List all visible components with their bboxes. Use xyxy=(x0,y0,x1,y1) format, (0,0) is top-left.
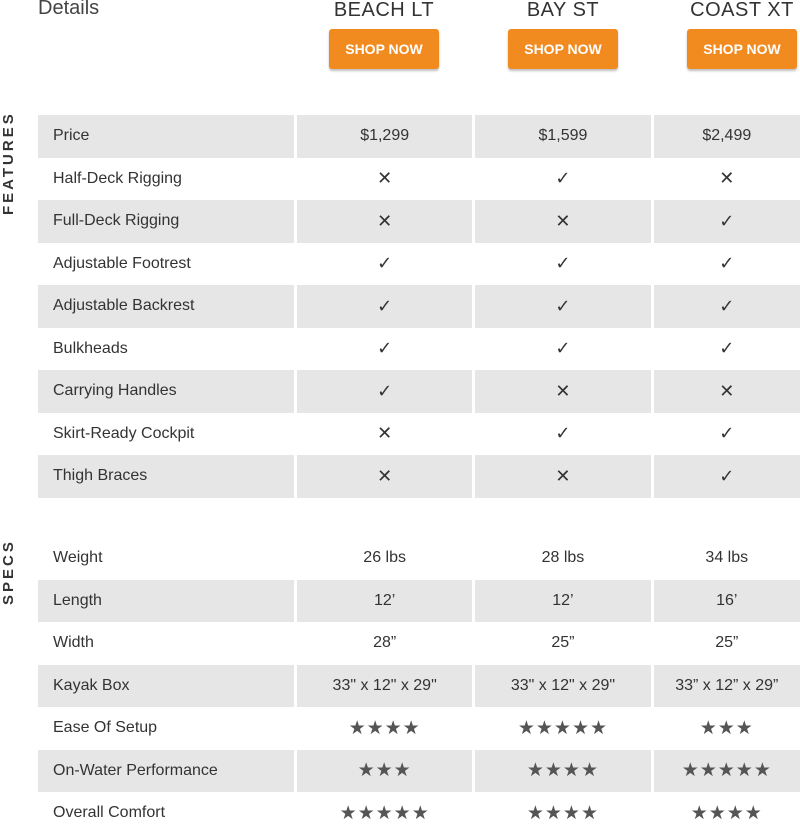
table-row xyxy=(38,750,800,793)
check-icon: ✓ xyxy=(719,423,735,444)
row-label: Ease Of Setup xyxy=(53,719,158,737)
table-cell xyxy=(654,370,800,413)
row-label: Half-Deck Rigging xyxy=(53,169,182,187)
table-cell xyxy=(654,158,800,201)
cross-icon: ✕ xyxy=(555,380,571,401)
row-label: Length xyxy=(38,580,294,623)
cell-value: 34 lbs xyxy=(705,549,749,567)
table-cell xyxy=(475,665,650,708)
table-cell xyxy=(654,115,800,158)
table-row xyxy=(38,707,800,750)
table-cell xyxy=(654,455,800,498)
product-name: BEACH LT xyxy=(333,0,435,21)
table-cell xyxy=(475,200,650,243)
check-icon: ✓ xyxy=(555,338,571,359)
check-icon: ✓ xyxy=(719,465,735,486)
table-cell xyxy=(297,750,472,793)
table-row xyxy=(38,200,800,243)
cell-value: 28” xyxy=(373,634,397,652)
table-cell xyxy=(297,537,472,580)
specs-table xyxy=(38,537,800,835)
table-row xyxy=(38,370,800,413)
check-icon: ✓ xyxy=(377,295,393,316)
product-column-beach-lt xyxy=(294,0,474,69)
rating-stars: ★★★★★ xyxy=(681,760,772,782)
table-cell xyxy=(654,707,800,750)
shop-now-button-coast-xt[interactable]: SHOP NOW xyxy=(687,29,797,69)
table-cell xyxy=(297,455,472,498)
table-cell xyxy=(654,328,800,371)
row-label: Bulkheads xyxy=(53,339,128,357)
check-icon: ✓ xyxy=(377,338,393,359)
check-icon: ✓ xyxy=(377,253,393,274)
table-cell xyxy=(297,413,472,456)
table-cell xyxy=(475,158,650,201)
table-cell xyxy=(297,285,472,328)
table-cell xyxy=(297,580,472,623)
table-cell xyxy=(297,707,472,750)
rating-stars: ★★★★ xyxy=(526,802,599,824)
cell-value: 33” x 12” x 29” xyxy=(675,676,779,694)
product-name: BAY ST xyxy=(526,0,600,21)
cross-icon: ✕ xyxy=(719,380,735,401)
check-icon: ✓ xyxy=(719,210,735,231)
table-cell xyxy=(475,792,650,835)
table-cell xyxy=(475,328,650,371)
table-cell xyxy=(654,750,800,793)
row-label: Kayak Box xyxy=(38,665,294,708)
table-row xyxy=(38,580,800,623)
cross-icon: ✕ xyxy=(377,168,393,189)
cell-value: 12’ xyxy=(373,591,396,609)
table-cell xyxy=(654,580,800,623)
row-label: Width xyxy=(53,634,94,652)
shop-now-button-beach-lt[interactable]: SHOP NOW xyxy=(329,29,439,69)
cell-value: 33" x 12" x 29" xyxy=(332,676,437,694)
table-cell xyxy=(297,243,472,286)
check-icon: ✓ xyxy=(719,295,735,316)
row-label: On-Water Performance xyxy=(38,750,294,793)
rating-stars: ★★★ xyxy=(357,760,412,782)
cross-icon: ✕ xyxy=(555,210,571,231)
table-cell xyxy=(297,200,472,243)
details-heading: Details xyxy=(38,0,100,19)
check-icon: ✓ xyxy=(555,423,571,444)
row-label: Price xyxy=(38,115,294,158)
table-cell xyxy=(654,243,800,286)
table-row xyxy=(38,455,800,498)
cell-value: 25” xyxy=(715,634,739,652)
table-cell xyxy=(654,413,800,456)
cell-value: 33" x 12" x 29" xyxy=(510,676,616,694)
table-cell xyxy=(654,665,800,708)
row-label: Overall Comfort xyxy=(53,804,166,822)
row-label: Adjustable Backrest xyxy=(38,285,294,328)
table-cell xyxy=(654,622,800,665)
row-label: Skirt-Ready Cockpit xyxy=(53,424,195,442)
shop-now-button-bay-st[interactable]: SHOP NOW xyxy=(508,29,618,69)
check-icon: ✓ xyxy=(555,168,571,189)
features-table xyxy=(38,115,800,498)
check-icon: ✓ xyxy=(555,295,571,316)
table-cell xyxy=(475,537,650,580)
rating-stars: ★★★★★ xyxy=(517,717,609,739)
table-cell xyxy=(297,115,472,158)
product-column-coast-xt xyxy=(652,0,800,69)
table-row xyxy=(38,537,800,580)
rating-stars: ★★★ xyxy=(699,717,754,739)
cross-icon: ✕ xyxy=(377,210,393,231)
table-cell xyxy=(475,580,650,623)
row-label: Thigh Braces xyxy=(38,455,294,498)
rating-stars: ★★★★ xyxy=(526,760,599,782)
cell-value: $2,499 xyxy=(702,127,752,145)
row-label: Full-Deck Rigging xyxy=(38,200,294,243)
check-icon: ✓ xyxy=(555,253,571,274)
rating-stars: ★★★★ xyxy=(348,717,421,739)
row-label: Carrying Handles xyxy=(38,370,294,413)
table-cell xyxy=(475,285,650,328)
table-cell xyxy=(297,370,472,413)
cell-value: 25” xyxy=(551,634,575,652)
cell-value: $1,599 xyxy=(538,127,588,145)
cross-icon: ✕ xyxy=(555,465,571,486)
features-section-label: FEATURES xyxy=(0,111,17,215)
table-row xyxy=(38,665,800,708)
table-row xyxy=(38,792,800,835)
check-icon: ✓ xyxy=(719,253,735,274)
table-cell xyxy=(475,243,650,286)
table-cell xyxy=(475,370,650,413)
cell-value: 12’ xyxy=(552,591,574,609)
table-cell xyxy=(475,413,650,456)
table-row xyxy=(38,243,800,286)
product-name: COAST XT xyxy=(690,0,794,21)
table-cell xyxy=(297,665,472,708)
table-cell xyxy=(297,328,472,371)
cell-value: 16’ xyxy=(716,591,738,609)
row-label: Adjustable Footrest xyxy=(53,254,191,272)
comparison-header xyxy=(0,0,800,110)
table-cell xyxy=(475,115,650,158)
rating-stars: ★★★★ xyxy=(690,802,763,824)
table-row xyxy=(38,158,800,201)
table-cell xyxy=(475,622,650,665)
cell-value: 26 lbs xyxy=(363,549,406,567)
cross-icon: ✕ xyxy=(377,423,393,444)
check-icon: ✓ xyxy=(719,338,735,359)
table-cell xyxy=(475,455,650,498)
table-cell xyxy=(297,622,472,665)
table-cell xyxy=(654,200,800,243)
row-label: Weight xyxy=(53,549,103,567)
table-row xyxy=(38,115,800,158)
table-cell xyxy=(654,537,800,580)
table-cell xyxy=(654,792,800,835)
table-cell xyxy=(475,750,650,793)
cross-icon: ✕ xyxy=(719,168,735,189)
rating-stars: ★★★★★ xyxy=(339,802,430,824)
table-row xyxy=(38,413,800,456)
table-cell xyxy=(654,285,800,328)
table-cell xyxy=(475,707,650,750)
product-column-bay-st xyxy=(473,0,653,69)
table-row xyxy=(38,328,800,371)
table-row xyxy=(38,285,800,328)
table-cell xyxy=(297,158,472,201)
cell-value: $1,299 xyxy=(360,127,410,145)
specs-section-label: SPECS xyxy=(0,539,17,605)
table-cell xyxy=(297,792,472,835)
cell-value: 28 lbs xyxy=(541,549,585,567)
check-icon: ✓ xyxy=(377,380,393,401)
table-row xyxy=(38,622,800,665)
cross-icon: ✕ xyxy=(377,465,393,486)
